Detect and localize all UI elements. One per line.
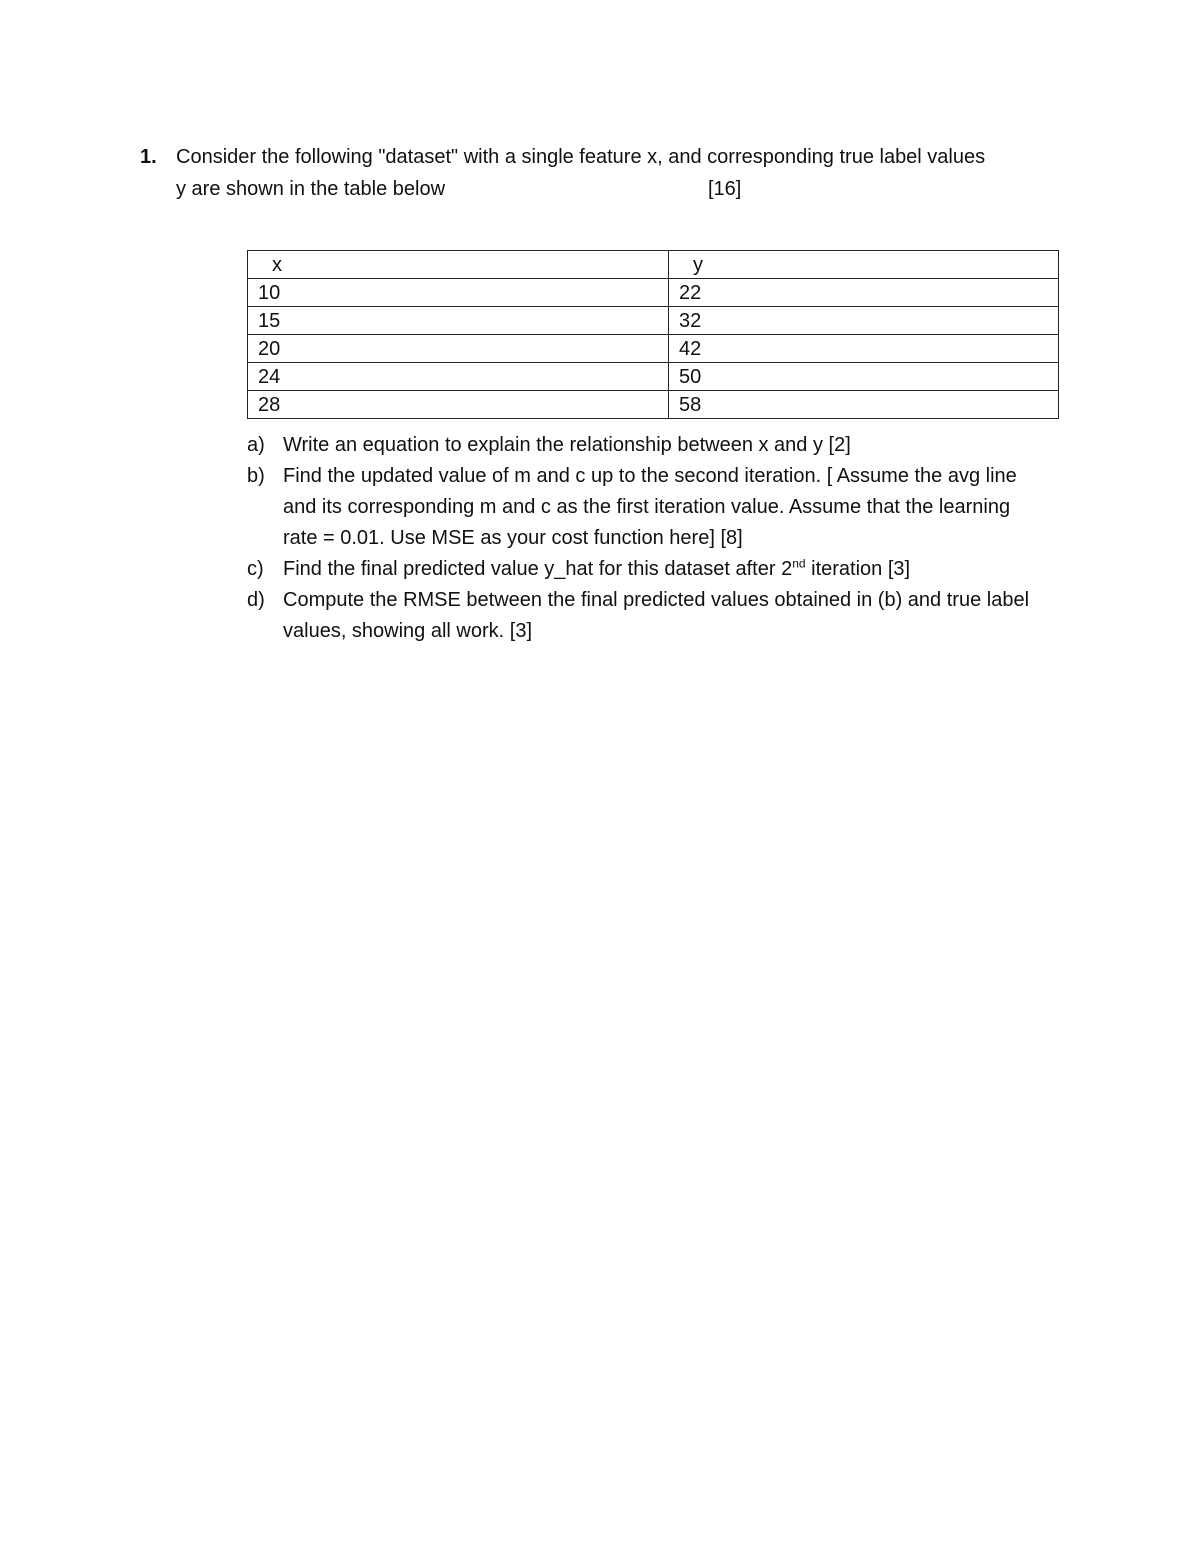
subquestion-d-text: Compute the RMSE between the final predicted values obtained in (b) and true label values, showing all work. [3] bbox=[283, 589, 1030, 642]
question-marks: [16] bbox=[708, 178, 742, 200]
subquestion-a-letter: a) bbox=[247, 434, 265, 456]
subquestion-a-text: Write an equation to explain the relationship between x and y [2] bbox=[283, 434, 851, 456]
table-cell-y: 50 bbox=[669, 363, 1059, 391]
table-row bbox=[248, 391, 1059, 419]
table-header-x: x bbox=[248, 251, 669, 279]
table-row bbox=[248, 307, 1059, 335]
question-number: 1. bbox=[140, 146, 157, 168]
subquestion-c-text-after: iteration [3] bbox=[805, 558, 911, 580]
table-cell-y: 42 bbox=[669, 335, 1059, 363]
table-header-y: y bbox=[669, 251, 1059, 279]
subquestion-b-letter: b) bbox=[247, 465, 265, 487]
table-row bbox=[248, 279, 1059, 307]
subquestion-b bbox=[247, 461, 1047, 554]
table-cell-x: 28 bbox=[248, 391, 669, 419]
subquestion-c-text bbox=[283, 554, 1047, 585]
question-text-line-1: Consider the following "dataset" with a single feature x, and corresponding true label values bbox=[176, 146, 986, 168]
subquestion-c-letter: c) bbox=[247, 558, 264, 580]
table-cell-x: 15 bbox=[248, 307, 669, 335]
subquestion-b-text: Find the updated value of m and c up to the second iteration. [ Assume the avg line and its corresponding m and c as the first iteration value. Assume that the learning rate = 0.01. Use MSE as your cost function here] [8] bbox=[283, 465, 1017, 549]
table-cell-x: 24 bbox=[248, 363, 669, 391]
table-cell-y: 22 bbox=[669, 279, 1059, 307]
table-row bbox=[248, 363, 1059, 391]
subquestion-c bbox=[247, 554, 1047, 585]
table-row bbox=[248, 335, 1059, 363]
subquestion-c-text-before: Find the final predicted value y_hat for this dataset after 2 bbox=[283, 558, 793, 580]
table-cell-x: 10 bbox=[248, 279, 669, 307]
table-header-row bbox=[248, 251, 1059, 279]
table-cell-x: 20 bbox=[248, 335, 669, 363]
subquestion-a bbox=[247, 430, 1047, 461]
subquestion-d bbox=[247, 585, 1047, 647]
ordinal-superscript: nd bbox=[792, 556, 806, 571]
question-text-line-2: y are shown in the table below bbox=[176, 178, 446, 200]
table-cell-y: 32 bbox=[669, 307, 1059, 335]
table-cell-y: 58 bbox=[669, 391, 1059, 419]
dataset-table bbox=[247, 250, 1059, 419]
subquestion-d-letter: d) bbox=[247, 589, 265, 611]
